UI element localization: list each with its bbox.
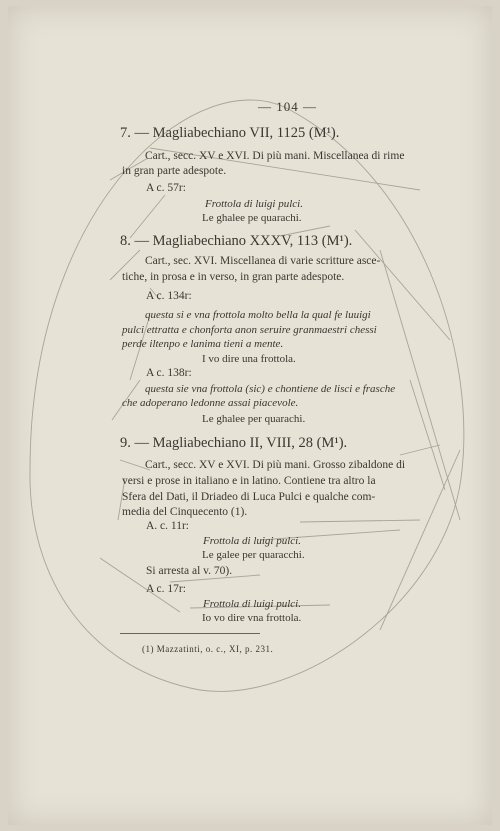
- entry-8-description-line-2: tiche, in prosa e in verso, in gran parte adespote.: [122, 271, 345, 283]
- entry-9-ref-1-note: Si arresta al v. 70).: [146, 565, 233, 577]
- entry-8-ref-1-title-line-3: perde iltenpo e lanima tieni a mente.: [122, 338, 284, 350]
- footnote: (1) Mazzatinti, o. c., XI, p. 231.: [142, 644, 274, 654]
- entry-9-ref-1-incipit: Le galee per quaracchi.: [202, 549, 305, 561]
- page-number: — 104 —: [258, 99, 317, 114]
- entry-8-ref-1-incipit: I vo dire una frottola.: [202, 353, 296, 365]
- entry-9-ref-1-title: Frottola di luigi pulci.: [203, 535, 301, 547]
- entry-7-description-line-1: Cart., secc. XV e XVI. Di più mani. Miscellanea di rime: [145, 150, 405, 162]
- entry-8-ref-1-title-line-1: questa si e vna frottola molto bella la qual fe luuigi: [145, 309, 371, 321]
- entry-9-ref-2-incipit: Io vo dire vna frottola.: [202, 612, 302, 624]
- entry-9-ref-2-folio: A c. 17r:: [146, 583, 186, 595]
- entry-8-ref-2-folio: A c. 138r:: [146, 367, 192, 379]
- entry-9-description-line-3: Sfera del Dati, il Driadeo di Luca Pulci e qualche com-: [122, 491, 376, 503]
- entry-9-ref-1-folio: A. c. 11r:: [146, 520, 190, 532]
- entry-7-title: Frottola di luigi pulci.: [205, 198, 303, 210]
- entry-9-description-line-4: media del Cinquecento (1).: [122, 506, 248, 518]
- entry-8-ref-2-title-line-2: che adoperano ledonne assai piacevole.: [122, 397, 299, 409]
- entry-8-ref-2-title-line-1: questa sie vna frottola (sic) e chontiene de lisci e frasche: [145, 383, 396, 395]
- entry-7-description-line-2: in gran parte adespote.: [122, 165, 227, 177]
- entry-8-ref-2-incipit: Le ghalee per quarachi.: [202, 413, 306, 425]
- entry-9-description-line-1: Cart., secc. XV e XVI. Di più mani. Grosso zibaldone di: [145, 459, 406, 471]
- entry-8-ref-1-title-line-2: pulci ettratta e chonforta anon seruire granmaestri chessi: [122, 324, 377, 336]
- entry-7-heading: 7. — Magliabechiano VII, 1125 (M¹).: [120, 125, 340, 141]
- entry-7-folio: A c. 57r:: [146, 182, 186, 194]
- entry-8-ref-1-folio: A c. 134r:: [146, 290, 192, 302]
- footnote-rule: [120, 633, 260, 634]
- entry-9-heading: 9. — Magliabechiano II, VIII, 28 (M¹).: [120, 435, 348, 451]
- entry-8-description-line-1: Cart., sec. XVI. Miscellanea di varie scritture asce-: [145, 255, 381, 267]
- entry-8-heading: 8. — Magliabechiano XXXV, 113 (M¹).: [120, 233, 353, 249]
- entry-9-ref-2-title: Frottola di luigi pulci.: [203, 598, 301, 610]
- entry-7-incipit: Le ghalee pe quarachi.: [202, 212, 302, 224]
- entry-9-description-line-2: versi e prose in italiano e in latino. Contiene tra altro la: [122, 475, 376, 487]
